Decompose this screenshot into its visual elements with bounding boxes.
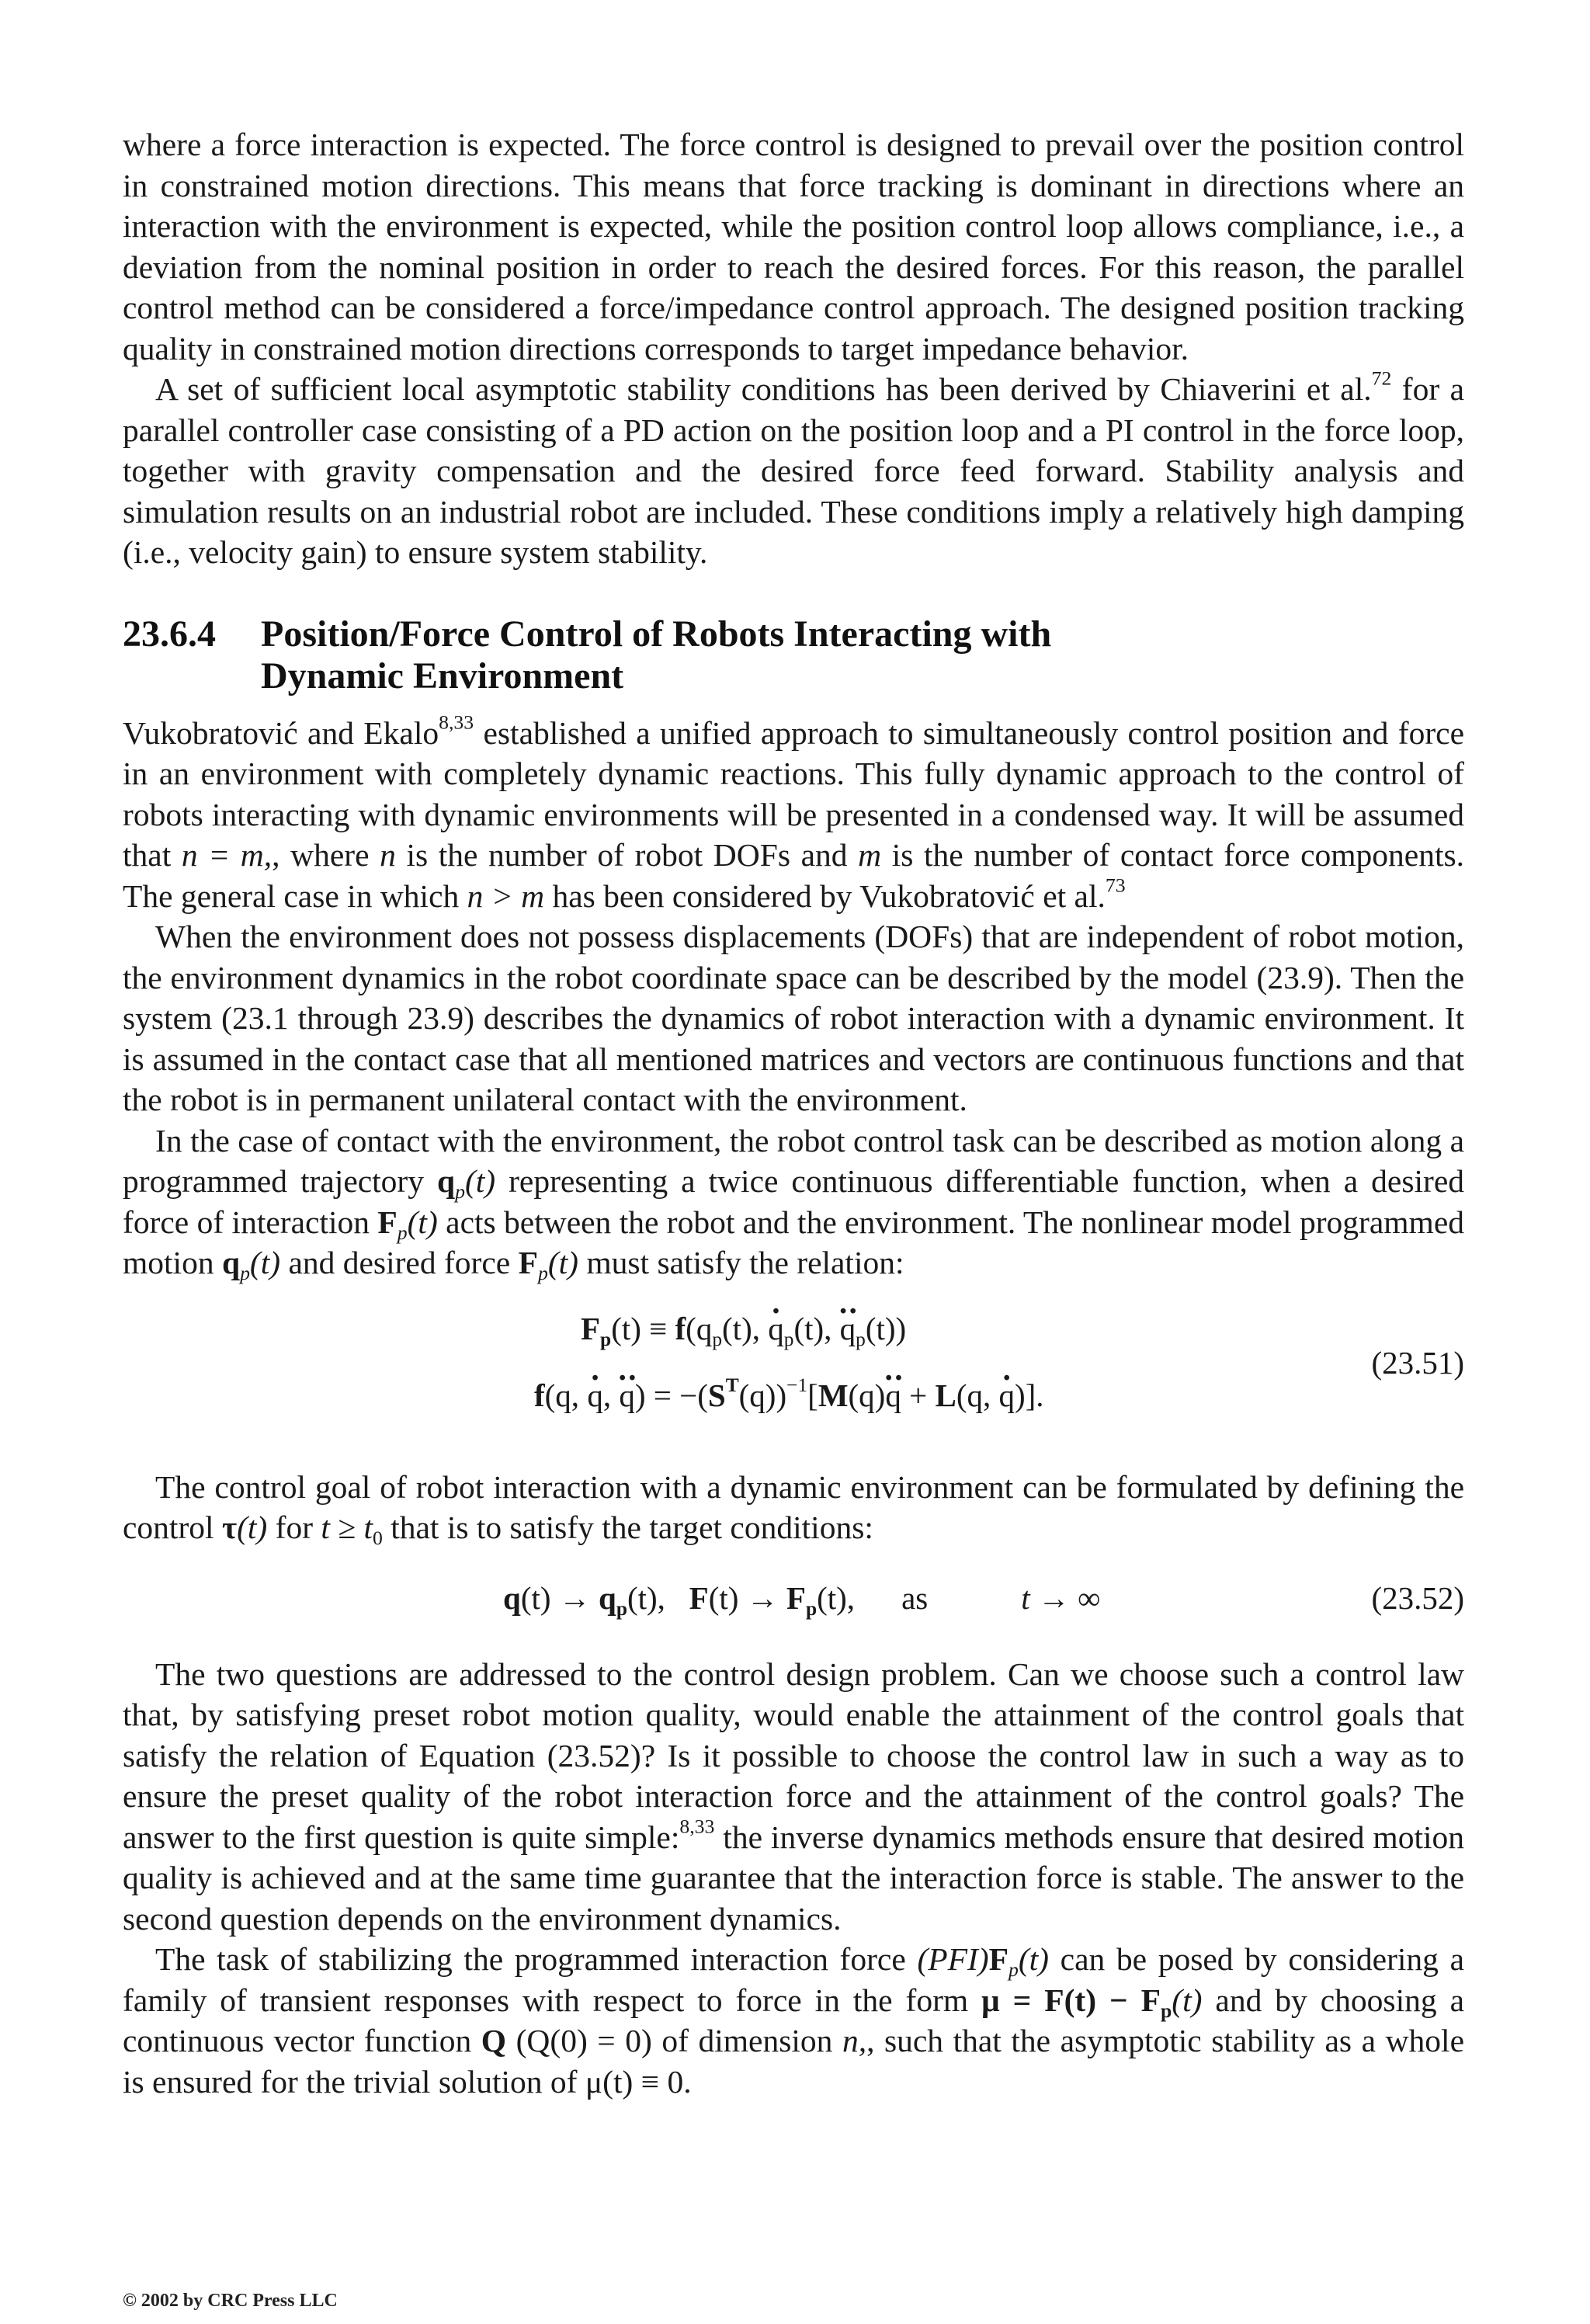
equation-line: $q(t) \to q_p(t)$, $F(t) \to F_p(t)$, as t → ∞ (503, 1579, 1101, 1620)
equation-number: (23.52) (1371, 1579, 1464, 1616)
section-heading (123, 613, 1464, 697)
paragraph: where a force interaction is expected. The force control is designed to prevail over the position control in constrained motion directions. This means that force tracking is dominant in directions where an interaction with the environment is expected, while the position control loop allows compliance, i.e., a deviation from the nominal position in order to reach the desired forces. For this reason, the parallel control method can be considered a force/impedance control approach. The designed position tracking quality in constrained motion directions corresponds to target impedance behavior. (123, 127, 1464, 366)
equation-line: f(q, · q, ·· $q) = -(S^T(q))^{-1}[M(q)\cdot\cdot q + L(q$, · q)]. (534, 1377, 1044, 1414)
citation-ref[interactable]: 8,33 (679, 1815, 715, 1838)
paragraph: The two questions are addressed to the control design problem. Can we choose such a control law that, by satisfying preset robot motion quality, would enable the attainment of the control goals that satisfy the relation of Equation (23.52)? Is it possible to choose the control law in such a way as to ensure the preset quality of the robot interaction force and the attainment of the control goals? The answer to the first question is quite simple:$^{8,33}$ the inverse dynamics methods ensure that desired motion quality is achieved and at the same time guarantee that the interaction force is stable. The answer to the second question depends on the environment dynamics. (123, 1655, 1465, 1937)
citation-ref[interactable]: 73 (1105, 874, 1126, 897)
page-content (123, 124, 1464, 2102)
citation-ref[interactable]: 8,33 (439, 710, 474, 734)
section-number: 23.6.4 (123, 613, 216, 655)
citation-ref[interactable]: 72 (1371, 366, 1392, 390)
paragraph: In the case of contact with the environment, the robot control task can be described as motion along a programmed trajectory $q_p(t)$ representing a twice continuous differentiable function, when a desired force of interaction $F_p(t)$ acts between the robot and the environment. The nonlinear model programmed motion $q_p(t)$ and desired force $F_p(t)$ must satisfy the relation: (123, 1122, 1464, 1285)
paragraph: Vukobratović and Ekalo$^{8,33}$ established a unified approach to simultaneously control position and force in an environment with completely dynamic reactions. This fully dynamic approach to the control of robots interacting with dynamic environments will be presented in a condensed way. It will be assumed that n = m,, where n is the number of robot DOFs and m is the number of contact force components. The general case in which n > m has been considered by Vukobratović et al.$^{73}$ (123, 710, 1464, 914)
paragraph: When the environment does not possess displacements (DOFs) that are independent of robot motion, the environment dynamics in the robot coordinate space can be described by the model (23.9). Then the system (23.1 through 23.9) describes the dynamics of robot interaction with a dynamic environment. It is assumed in the contact case that all mentioned matrices and vectors are continuous functions and that the robot is in permanent unilateral contact with the environment. (123, 919, 1464, 1117)
section-title: Position/Force Control of Robots Interacting with Dynamic Environment (261, 613, 1052, 697)
paragraph: The control goal of robot interaction with a dynamic environment can be formulated by defining the control τ(t) for $t \ge t_0$ that is to satisfy the target conditions: (123, 1468, 1464, 1550)
paragraph: The task of stabilizing the programmed interaction force $(PFI)F_p(t)$ can be posed by considering a family of transient responses with respect to force in the form $\mu = F(t) - F_p(t)$ and by choosing a continuous vector function Q (Q(0) = 0) of dimension n,, such that the asymptotic stability as a whole is ensured for the trivial solution of μ(t) ≡ 0. (123, 1941, 1465, 2100)
equation-number: (23.51) (1371, 1344, 1464, 1381)
paragraph: A set of sufficient local asymptotic stability conditions has been derived by Chiaverini et al.$^{72}$ for a parallel controller case consisting of a PD action on the position loop and a PI control in the force loop, together with gravity compensation and the desired force feed forward. Stability analysis and simulation results on an industrial robot are included. These conditions imply a relatively high damping (i.e., velocity gain) to ensure system stability. (123, 366, 1465, 570)
copyright-footer: © 2002 by CRC Press LLC (123, 2291, 338, 2311)
equation-23-51 (123, 1304, 1464, 1459)
equation-line: $F_p(t) \equiv f(q_p(t)$, · $q_p(t)$, ·· $q_p(t)$) (581, 1310, 906, 1347)
equation-23-52 (123, 1562, 1464, 1648)
